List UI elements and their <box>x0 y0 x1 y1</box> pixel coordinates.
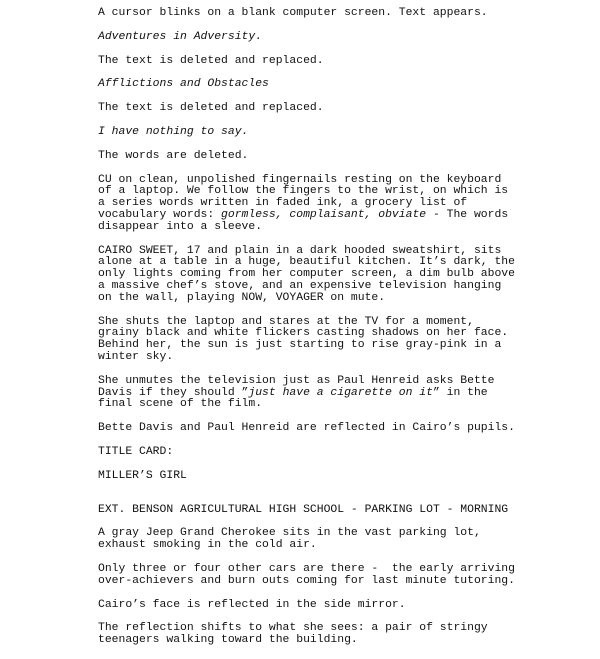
text-line: a massive chef’s stove, and an expensive television hanging <box>98 279 502 292</box>
text-segment: Davis if they should ” <box>98 386 249 399</box>
text-segment: vocabulary words: <box>98 208 222 221</box>
action-cursor: A cursor blinks on a blank computer screen. Text appears. <box>98 7 488 19</box>
text-line: CAIRO SWEET, 17 and plain in a dark hooded sweatshirt, sits <box>98 244 502 257</box>
text-line: exhaust smoking in the cold air. <box>98 539 317 552</box>
text-line: The reflection shifts to what she sees: a pair of stringy <box>98 622 488 635</box>
text-line: final scene of the film. <box>98 398 263 411</box>
text-line: She unmutes the television just as Paul Henreid asks Bette <box>98 374 495 387</box>
action-side-mirror: Cairo’s face is reflected in the side mirror. <box>98 598 406 611</box>
text-segment: - The words <box>426 208 509 221</box>
vocabulary-words: gormless, complaisant, obviate <box>221 208 427 221</box>
text-line: She shuts the laptop and stares at the TV for a moment, <box>98 315 474 328</box>
action-shuts-laptop <box>98 317 518 364</box>
text-line: disappear into a sleeve. <box>98 220 263 233</box>
action-replaced-1: The text is deleted and replaced. <box>98 54 324 67</box>
screen-text-3: I have nothing to say. <box>98 125 249 138</box>
action-unmutes-tv <box>98 376 518 411</box>
title-card-text: MILLER’S GIRL <box>98 469 187 482</box>
screenplay-page <box>98 8 518 659</box>
screen-text-2: Afflictions and Obstacles <box>98 78 269 91</box>
action-deleted: The words are deleted. <box>98 149 249 162</box>
text-line: on the wall, playing NOW, VOYAGER on mute. <box>98 291 386 304</box>
text-line: over-achievers and burn outs coming for last minute tutoring. <box>98 574 515 587</box>
text-line: alone at a table in a huge, beautiful kitchen. It’s dark, the <box>98 256 515 269</box>
action-reflected-pupils: Bette Davis and Paul Henreid are reflected in Cairo’s pupils. <box>98 422 515 435</box>
action-jeep <box>98 528 518 552</box>
film-quote: just have a cigarette on it <box>248 386 433 399</box>
text-line: only lights coming from her computer screen, a dim bulb above <box>98 268 515 281</box>
action-replaced-2: The text is deleted and replaced. <box>98 102 324 115</box>
text-line: A gray Jeep Grand Cherokee sits in the vast parking lot, <box>98 527 481 540</box>
text-line: Behind her, the sun is just starting to rise gray-pink in a <box>98 339 502 352</box>
text-line: a series words written in faded ink, a grocery list of <box>98 197 468 210</box>
text-line: winter sky. <box>98 350 174 363</box>
scene-heading: EXT. BENSON AGRICULTURAL HIGH SCHOOL - PARKING LOT - MORNING <box>98 503 509 516</box>
text-line <box>98 210 518 222</box>
action-closeup-fingernails <box>98 175 518 234</box>
text-line: of a laptop. We follow the fingers to the wrist, on which is <box>98 185 509 198</box>
text-line: CU on clean, unpolished fingernails resting on the keyboard <box>98 173 502 186</box>
action-reflection-shifts <box>98 623 518 647</box>
action-other-cars <box>98 564 518 588</box>
text-line: grainy black and white flickers casting shadows on her face. <box>98 327 509 340</box>
title-card-label: TITLE CARD: <box>98 445 174 458</box>
text-segment: ” in the <box>432 386 488 399</box>
text-line: teenagers walking toward the building. <box>98 634 358 647</box>
action-cairo-intro <box>98 246 518 305</box>
text-line: Only three or four other cars are there - the early arriving <box>98 562 515 575</box>
screen-text-1: Adventures in Adversity. <box>98 30 263 43</box>
